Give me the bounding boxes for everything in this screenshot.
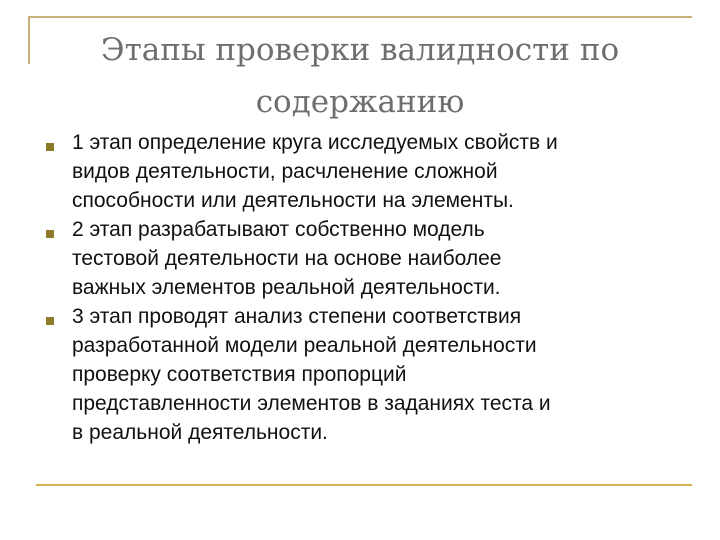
bullet-line: 3 этап проводят анализ степени соответствия: [72, 305, 522, 328]
top-frame-rule: [28, 16, 692, 18]
bullet-text: [72, 302, 690, 447]
slide-title: [40, 24, 680, 128]
square-bullet-icon: [46, 143, 54, 151]
square-bullet-icon: [46, 230, 54, 238]
bullet-line: разработанной модели реальной деятельности: [72, 334, 537, 357]
bullet-line: 2 этап разрабатывают собственно модель: [72, 218, 485, 241]
bullet-item: [40, 302, 690, 447]
bullet-line: в реальной деятельности.: [72, 421, 328, 444]
bullet-line: видов деятельности, расчленение сложной: [72, 160, 498, 183]
title-line: содержанию: [255, 84, 465, 120]
square-bullet-icon: [46, 317, 54, 325]
left-frame-rule: [28, 16, 30, 64]
bullet-text: [72, 215, 690, 302]
title-line: Этапы проверки валидности по: [100, 32, 620, 68]
bullet-list: [40, 128, 690, 447]
bottom-rule: [36, 484, 692, 486]
bullet-line: проверку соответствия пропорций: [72, 363, 407, 386]
bullet-line: 1 этап определение круга исследуемых свойств и: [72, 131, 558, 154]
bullet-text: [72, 128, 690, 215]
bullet-item: [40, 128, 690, 215]
bullet-line: способности или деятельности на элементы.: [72, 189, 514, 212]
bullet-line: представленности элементов в заданиях теста и: [72, 392, 551, 415]
bullet-line: важных элементов реальной деятельности.: [72, 276, 501, 299]
bullet-line: тестовой деятельности на основе наиболее: [72, 247, 502, 270]
bullet-item: [40, 215, 690, 302]
